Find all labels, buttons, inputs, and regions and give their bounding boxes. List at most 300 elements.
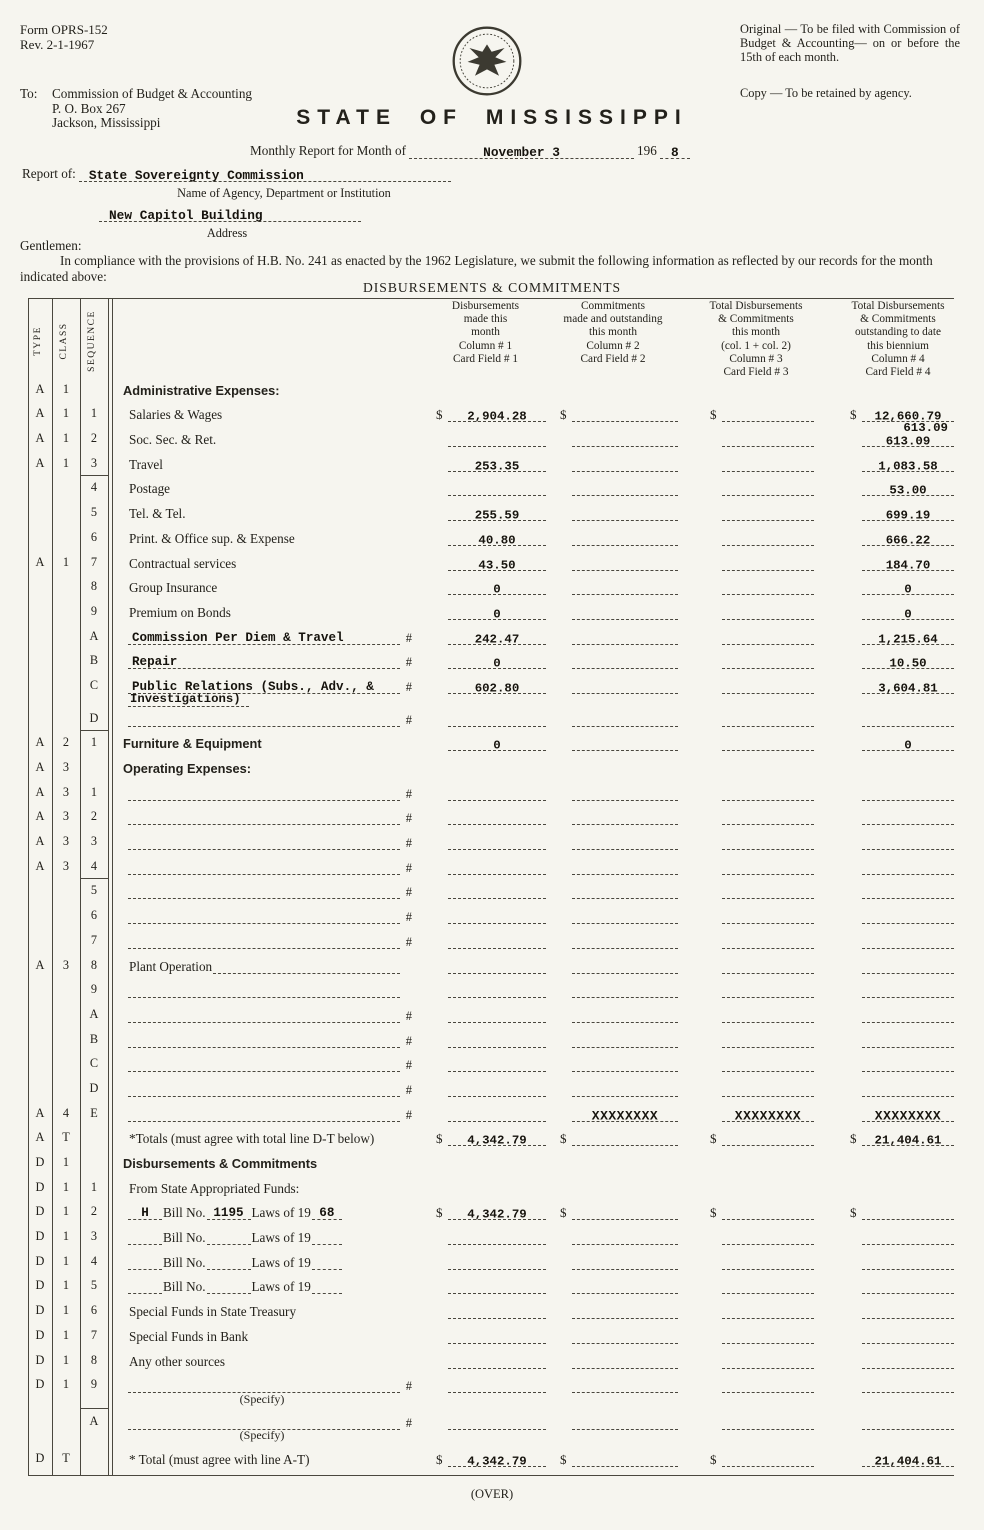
row-label-cell (114, 401, 436, 426)
row-sequence-code: 3 (90, 1229, 98, 1244)
row-sequence-code: 4 (80, 475, 108, 500)
value-line (448, 457, 546, 472)
row-class-code (52, 623, 80, 648)
row-class-code: 3 (62, 760, 70, 774)
value-cell-col4 (850, 1026, 954, 1051)
row-sequence-code: B (89, 653, 99, 668)
label-text: Tel. & Tel. (129, 506, 186, 522)
number-sign: # (405, 1379, 412, 1394)
value-text: 666.22 (885, 533, 931, 548)
column-header-line: Column # 3 (729, 352, 783, 365)
value-cell-col1 (436, 1026, 546, 1051)
table-row (28, 878, 954, 903)
value-text: 4,342.79 (467, 1454, 527, 1469)
value-cell-col2 (560, 1297, 678, 1322)
row-label-cell (114, 1075, 436, 1100)
value-line (572, 884, 678, 899)
row-sequence-code: 2 (90, 809, 98, 824)
value-line (572, 1008, 678, 1023)
table-row (28, 475, 954, 500)
value-line (722, 506, 814, 521)
label-text: Bill No. (163, 1279, 206, 1295)
value-cell-col1 (436, 524, 546, 549)
row-label-cell (114, 1174, 436, 1199)
value-line (862, 630, 954, 645)
row-label-cell (114, 1001, 436, 1026)
table-row (28, 1174, 954, 1199)
original-filing-note: Original — To be filed with Commission of Budget & Accounting— on or before the 15th of each month. (740, 22, 960, 64)
row-sequence-code: D (89, 710, 99, 725)
row-sequence-code: 4 (90, 1253, 98, 1268)
value-cell-col1 (436, 878, 546, 903)
table-row (28, 1223, 954, 1248)
value-cell-col2 (560, 672, 678, 697)
table-row (28, 450, 954, 475)
value-cell-col3 (710, 1273, 814, 1298)
row-sequence-code: D (89, 1080, 99, 1095)
value-cell-col4 (850, 977, 954, 1002)
value-line (722, 679, 814, 694)
value-line (448, 654, 546, 669)
value-cell-col4 (850, 1372, 954, 1397)
table-row (28, 977, 954, 1002)
value-cell-col3 (710, 623, 814, 648)
value-line (572, 1415, 678, 1430)
value-line (572, 736, 678, 751)
value-cell-col3 (710, 878, 814, 903)
value-line (862, 654, 954, 669)
fill-line (128, 1008, 400, 1023)
row-type-code (28, 705, 52, 730)
label-text: Bill No. (163, 1254, 206, 1270)
value-cell-col4 (850, 927, 954, 952)
table-row (28, 1297, 954, 1322)
table-row (28, 927, 954, 952)
section-title: DISBURSEMENTS & COMMITMENTS (362, 280, 622, 295)
year-value: 8 (670, 145, 679, 160)
value-line (862, 679, 954, 694)
table-row (28, 1051, 954, 1076)
value-line (722, 959, 814, 974)
row-sequence-code: 7 (90, 932, 98, 947)
value-line (448, 959, 546, 974)
value-cell-col4 (850, 1223, 954, 1248)
row-type-code (28, 672, 52, 697)
value-cell-col2 (560, 804, 678, 829)
dollar-sign: $ (710, 1451, 717, 1467)
dollar-sign: $ (850, 407, 857, 423)
value-cell-col2 (560, 574, 678, 599)
number-sign: # (405, 860, 412, 875)
fill-line (128, 1107, 400, 1122)
dollar-sign: $ (560, 1451, 567, 1467)
row-type-code: A (35, 834, 45, 849)
row-label-cell (114, 1100, 436, 1125)
value-cell-col2 (560, 1372, 678, 1397)
value-line (722, 1230, 814, 1245)
value-cell-col1 (436, 828, 546, 853)
row-sequence-code: 6 (90, 529, 98, 544)
value-text: XXXXXXXX (874, 1108, 942, 1124)
value-line (722, 860, 814, 875)
value-cell-col3 (710, 1125, 814, 1150)
column-header-2 (536, 300, 690, 366)
value-cell-col2 (560, 598, 678, 623)
row-type-code: D (35, 1377, 45, 1392)
value-cell-col2 (560, 1125, 678, 1150)
value-cell-col1 (436, 1322, 546, 1347)
addressee-line: Commission of Budget & Accounting (52, 86, 253, 101)
value-line (862, 835, 954, 850)
value-text: 0 (493, 582, 501, 597)
address-caption: Address (206, 226, 248, 240)
value-cell-col2 (560, 828, 678, 853)
row-sequence-code: B (89, 1031, 99, 1046)
row-class-code (52, 1051, 80, 1076)
value-cell-col2 (560, 1445, 678, 1470)
row-class-code: T (62, 1450, 70, 1465)
value-cell-col2 (560, 1199, 678, 1224)
value-cell-col3 (710, 1199, 814, 1224)
value-line (448, 835, 546, 850)
value-cell-col1 (436, 1051, 546, 1076)
row-type-code (28, 598, 52, 623)
fill-line (128, 934, 400, 949)
row-class-code: 1 (62, 1327, 70, 1342)
column-header-line: month (471, 326, 500, 339)
table-row (28, 1273, 954, 1298)
row-type-code (28, 902, 52, 927)
table-row (28, 672, 954, 707)
value-line (448, 506, 546, 521)
row-class-code (52, 598, 80, 623)
value-line (448, 481, 546, 496)
column-header-line: (col. 1 + col. 2) (721, 339, 791, 352)
value-cell-col1 (436, 549, 546, 574)
value-cell-col4 (850, 1445, 954, 1470)
fill-segment: H (128, 1205, 162, 1220)
value-line (722, 835, 814, 850)
value-cell-col2 (560, 1075, 678, 1100)
value-line (572, 959, 678, 974)
row-class-code: 1 (62, 406, 70, 421)
value-cell-col4 (850, 902, 954, 927)
label-text: Special Funds in State Treasury (129, 1304, 297, 1320)
typed-label: Public Relations (Subs., Adv., & (132, 679, 374, 694)
value-line (722, 432, 814, 447)
axis-label-sequence: SEQUENCE (87, 310, 97, 372)
column-header-line: Commitments (580, 300, 646, 312)
table-row (28, 1001, 954, 1026)
label-text: Postage (129, 481, 171, 497)
value-cell-col1 (436, 1075, 546, 1100)
value-line (448, 1415, 546, 1430)
row-type-code: A (35, 858, 45, 873)
value-line (448, 810, 546, 825)
value-line (862, 736, 954, 751)
value-cell-col3 (710, 672, 814, 697)
value-cell-col2 (560, 952, 678, 977)
row-class-code (52, 977, 80, 1002)
row-type-code: D (35, 1204, 45, 1219)
value-cell-col1 (436, 450, 546, 475)
value-line (862, 506, 954, 521)
row-sequence-code: A (89, 1006, 99, 1021)
row-sequence-code: 3 (90, 834, 98, 849)
value-cell-col1 (436, 952, 546, 977)
row-sequence-code (80, 376, 108, 401)
row-type-code (28, 1001, 52, 1026)
report-of-line (22, 166, 454, 182)
value-cell-col1 (436, 672, 546, 697)
value-cell-col3 (710, 927, 814, 952)
value-line (862, 810, 954, 825)
label-text: Contractual services (129, 555, 237, 571)
address-value: New Capitol Building (109, 208, 263, 223)
value-line (722, 605, 814, 620)
value-line (448, 786, 546, 801)
value-line (572, 1230, 678, 1245)
row-type-code (28, 977, 52, 1002)
value-cell-col4 (850, 1408, 954, 1433)
dollar-sign: $ (710, 1205, 717, 1221)
value-cell-col2 (560, 1026, 678, 1051)
value-cell-col4 (850, 524, 954, 549)
value-cell-col4 (850, 1297, 954, 1322)
row-class-code (52, 705, 80, 730)
row-label-cell (114, 1199, 436, 1224)
row-sequence-code: 9 (90, 982, 98, 997)
table-row (28, 1149, 954, 1174)
fill-line (128, 983, 400, 998)
row-class-code: 1 (62, 1155, 70, 1169)
value-line (862, 712, 954, 727)
value-line (572, 531, 678, 546)
value-cell-col1 (436, 1223, 546, 1248)
row-class-code: 1 (62, 455, 70, 470)
row-class-code: 4 (62, 1105, 70, 1120)
agency-fill-line (79, 167, 451, 182)
column-header-line: & Commitments (860, 313, 936, 326)
value-cell-col4 (850, 1273, 954, 1298)
specify-caption: (Specify) (239, 1391, 285, 1406)
axis-label-type: TYPE (33, 326, 43, 356)
value-line (862, 1378, 954, 1393)
value-cell-col2 (560, 549, 678, 574)
row-type-code: A (35, 455, 45, 470)
row-label-cell (114, 902, 436, 927)
value-cell-col3 (710, 499, 814, 524)
fill-line (128, 909, 400, 924)
row-class-code: 1 (62, 1377, 70, 1392)
row-label-cell (114, 1408, 436, 1443)
year-prefix: 196 (637, 143, 657, 158)
value-line (572, 1057, 678, 1072)
value-line (448, 1255, 546, 1270)
dollar-sign: $ (436, 1131, 443, 1147)
row-label-cell (114, 574, 436, 599)
row-label-cell (114, 804, 436, 829)
value-text: 0 (493, 607, 501, 622)
value-cell-col1 (436, 902, 546, 927)
row-sequence-code: C (89, 677, 99, 692)
value-line (448, 1304, 546, 1319)
value-cell-col4 (850, 598, 954, 623)
column-header-line: made and outstanding (563, 313, 663, 326)
value-line (448, 983, 546, 998)
value-line (448, 1329, 546, 1344)
label-text: Bill No. (163, 1230, 206, 1246)
row-sequence-code: 5 (80, 878, 108, 903)
row-type-code: D (35, 1155, 45, 1169)
address-fill-line (99, 207, 361, 222)
value-cell-col3 (710, 598, 814, 623)
dollar-sign: $ (560, 1205, 567, 1221)
fill-segment (207, 1255, 251, 1270)
value-cell-col1 (436, 1248, 546, 1273)
value-text: 21,404.61 (874, 1454, 942, 1469)
row-type-code: D (35, 1327, 45, 1342)
value-line (572, 1329, 678, 1344)
value-cell-col3 (710, 1372, 814, 1397)
row-type-code: A (35, 554, 45, 569)
value-line (722, 983, 814, 998)
value-line (722, 407, 814, 422)
value-line (722, 1378, 814, 1393)
value-cell-col3 (710, 1408, 814, 1433)
number-sign: # (405, 910, 412, 925)
row-type-code: D (35, 1278, 45, 1293)
column-header-line: outstanding to date (855, 326, 941, 339)
value-line (862, 1415, 954, 1430)
row-class-code: 1 (62, 1179, 70, 1194)
table-bottom-rule (28, 1475, 954, 1476)
page-title: STATE OF MISSISSIPPI (296, 106, 688, 129)
value-line (722, 934, 814, 949)
label-text: Premium on Bonds (129, 604, 231, 620)
value-line (572, 934, 678, 949)
row-label-cell (114, 1248, 436, 1273)
column-header-line: Card Field # 1 (453, 352, 518, 365)
fill-segment (128, 1255, 162, 1270)
table-row (28, 1372, 954, 1406)
row-label-cell (114, 1297, 436, 1322)
column-header-4 (820, 300, 976, 379)
row-label-cell (114, 648, 436, 673)
column-header-line: Card Field # 3 (723, 366, 789, 379)
row-type-code: A (35, 784, 45, 799)
value-cell-col2 (560, 1001, 678, 1026)
label-text: Laws of 19 (251, 1279, 311, 1295)
value-cell-col4 (850, 952, 954, 977)
value-line (448, 712, 546, 727)
value-cell-col4 (850, 804, 954, 829)
number-sign: # (405, 1082, 412, 1097)
value-cell-col2 (560, 1248, 678, 1273)
salutation: Gentlemen: (20, 238, 82, 253)
value-line (572, 654, 678, 669)
value-line (722, 457, 814, 472)
table-row (28, 376, 954, 401)
value-line (448, 1230, 546, 1245)
table-rows (28, 376, 954, 1470)
table-row (28, 648, 954, 673)
fill-segment (312, 1279, 342, 1294)
table-row (28, 1075, 954, 1100)
row-label-cell (114, 598, 436, 623)
row-class-code (52, 1408, 80, 1433)
table-row (28, 1199, 954, 1224)
value-cell-col1 (436, 401, 546, 426)
row-sequence-code (80, 754, 108, 779)
column-header-line: Column # 4 (871, 352, 925, 365)
value-line (722, 1255, 814, 1270)
row-sequence-code: A (89, 628, 99, 643)
value-line (572, 835, 678, 850)
value-cell-col1 (436, 598, 546, 623)
fill-line (128, 1057, 400, 1072)
value-line (448, 909, 546, 924)
value-line (862, 1304, 954, 1319)
table-row (28, 425, 954, 450)
row-type-code (28, 1075, 52, 1100)
value-cell-col1 (436, 1100, 546, 1125)
column-header-line: Card Field # 4 (865, 366, 931, 379)
value-text: 602.80 (474, 681, 520, 696)
column-header-line: Disbursements (451, 300, 520, 312)
table-row (28, 1248, 954, 1273)
value-cell-col3 (710, 450, 814, 475)
value-cell-col1 (436, 1001, 546, 1026)
value-line (722, 909, 814, 924)
row-label-cell (114, 549, 436, 574)
row-label-cell (114, 524, 436, 549)
row-class-code: 1 (62, 1352, 70, 1367)
table-row (28, 902, 954, 927)
addressee-line: Jackson, Mississippi (52, 115, 161, 130)
dollar-sign: $ (560, 1131, 567, 1147)
value-line (862, 1230, 954, 1245)
table-row (28, 804, 954, 829)
fill-segment (312, 1255, 342, 1270)
value-cell-col2 (560, 730, 678, 755)
value-text: 12,660.79 (874, 409, 942, 424)
value-cell-col2 (560, 853, 678, 878)
value-cell-col2 (560, 927, 678, 952)
value-cell-col1 (436, 927, 546, 952)
agency-caption: Name of Agency, Department or Institution (177, 186, 391, 200)
value-subtext: 613.09 (903, 420, 948, 435)
value-cell-col4 (850, 853, 954, 878)
row-class-code (52, 1026, 80, 1051)
value-line (862, 605, 954, 620)
fill-segment (207, 1279, 251, 1294)
value-text: 0 (904, 607, 912, 622)
row-type-code: A (35, 760, 45, 774)
number-sign: # (405, 655, 412, 670)
row-type-code (28, 878, 52, 903)
row-class-code (52, 672, 80, 697)
value-cell-col1 (436, 1273, 546, 1298)
row-type-code (28, 927, 52, 952)
value-text: 4,342.79 (467, 1207, 527, 1222)
row-label-cell (114, 425, 436, 450)
row-sequence-code (80, 1125, 108, 1150)
row-class-code: 3 (62, 858, 70, 873)
value-line (448, 630, 546, 645)
value-line (448, 1131, 546, 1146)
value-line (448, 407, 546, 422)
